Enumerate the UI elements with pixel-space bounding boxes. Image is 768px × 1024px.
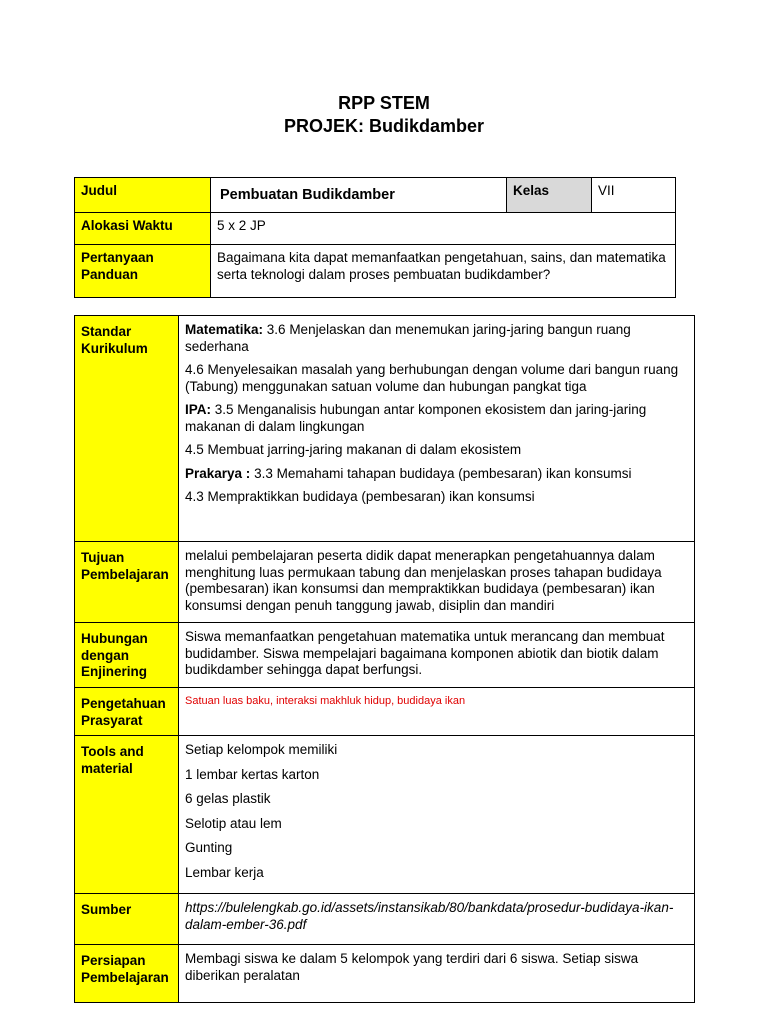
tools-item: Selotip atau lem	[185, 815, 282, 831]
ipa-kd-3: 3.5 Menganalisis hubungan antar komponen ekosistem dan jaring-jaring makanan di dalam lingkungan	[185, 402, 647, 434]
pertanyaan-value: Bagaimana kita dapat memanfaatkan pengetahuan, sains, dan matematika serta teknologi dalam proses pembuatan budikdamber?	[211, 245, 676, 298]
tools-item: 1 lembar kertas karton	[185, 766, 320, 782]
pertanyaan-label: Pertanyaan Panduan	[75, 245, 211, 298]
persiapan-label: Persiapan Pembelajaran	[75, 945, 179, 1003]
prakarya-label: Prakarya :	[185, 465, 251, 481]
kelas-value: VII	[592, 178, 676, 213]
project-title: PROJEK: Budikdamber	[283, 116, 485, 136]
standar-content	[179, 316, 695, 542]
tools-list	[179, 736, 695, 894]
matematika-kd-4: 4.6 Menyelesaikan masalah yang berhubungan dengan volume dari bangun ruang (Tabung) menggunakan satuan volume dan hubungan pangkat tiga	[185, 362, 679, 394]
tools-item: Lembar kerja	[185, 864, 264, 880]
standar-label: Standar Kurikulum	[75, 316, 179, 542]
judul-label: Judul	[75, 178, 211, 213]
hubungan-value: Siswa memanfaatkan pengetahuan matematika untuk merancang dan membuat budidamber. Siswa mempelajari bagaimana komponen abiotik dan biotik dalam budikdamber sehingga dapat berfungsi.	[179, 623, 695, 688]
tools-item: Setiap kelompok memiliki	[185, 742, 338, 757]
tools-item: Gunting	[185, 840, 233, 855]
matematika-kd-3: 3.6 Menjelaskan dan menemukan jaring-jaring bangun ruang sederhana	[185, 322, 631, 354]
hubungan-label: Hubungan dengan Enjinering	[75, 623, 179, 688]
matematika-label: Matematika:	[185, 322, 264, 337]
judul-value: Pembuatan Budikdamber	[211, 178, 507, 213]
ipa-label: IPA:	[185, 402, 211, 417]
info-table	[74, 177, 676, 298]
tools-item: 6 gelas plastik	[185, 791, 271, 806]
tujuan-value: melalui pembelajaran peserta didik dapat menerapkan pengetahuannya dalam menghitung luas permukaan tabung dan menjelaskan proses tahapan budidaya (pembesaran) ikan konsumsi dan mempraktikkan budidaya (pembesaran) ikan konsumsi dengan penuh tanggung jawab, disiplin dan mandiri	[179, 542, 695, 623]
sumber-label: Sumber	[75, 894, 179, 945]
pengetahuan-label: Pengetahuan Prasyarat	[75, 688, 179, 736]
kelas-label: Kelas	[507, 178, 592, 213]
tujuan-label: Tujuan Pembelajaran	[75, 542, 179, 623]
persiapan-value: Membagi siswa ke dalam 5 kelompok yang terdiri dari 6 siswa. Setiap siswa diberikan peralatan	[179, 945, 695, 1003]
prakarya-kd-4: 4.3 Mempraktikkan budidaya (pembesaran) ikan konsumsi	[185, 489, 535, 504]
pengetahuan-value: Satuan luas baku, interaksi makhluk hidup, budidaya ikan	[179, 688, 695, 736]
ipa-kd-4: 4.5 Membuat jarring-jaring makanan di dalam ekosistem	[185, 442, 522, 457]
document-title: RPP STEM	[338, 93, 430, 113]
tools-label: Tools and material	[75, 736, 179, 894]
prakarya-kd-3: 3.3 Memahami tahapan budidaya (pembesaran) ikan konsumsi	[254, 465, 632, 481]
lesson-plan-table	[74, 315, 695, 1003]
alokasi-value: 5 x 2 JP	[211, 213, 676, 245]
alokasi-label: Alokasi Waktu	[75, 213, 211, 245]
sumber-link[interactable]: https://bulelengkab.go.id/assets/instansikab/80/bankdata/prosedur-budidaya-ikan-dalam-ember-36.pdf	[179, 894, 695, 945]
